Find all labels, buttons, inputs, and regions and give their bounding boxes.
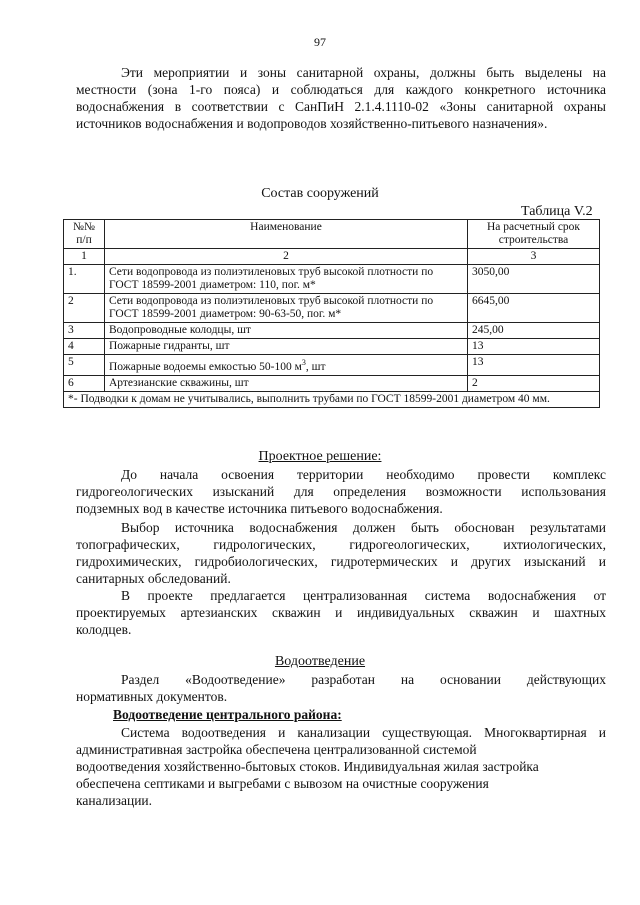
intro-line-2: местности (зона 1-го пояса) и соблюдаться для каждого конкретного источника bbox=[76, 82, 606, 97]
row-name: Водопроводные колодцы, шт bbox=[105, 323, 468, 339]
design-p3-line-1: В проекте предлагается централизованная система водоснабжения от bbox=[121, 588, 606, 603]
row-name-text: Пожарные водоемы емкостью 50-100 м bbox=[109, 360, 302, 373]
row-name bbox=[105, 355, 468, 376]
sewer-heading: Водоотведение bbox=[274, 654, 366, 669]
header-name: Наименование bbox=[105, 220, 468, 249]
sewer-p1-line-2: нормативных документов. bbox=[76, 689, 228, 704]
col-number: 2 bbox=[105, 249, 468, 265]
col-number: 1 bbox=[64, 249, 105, 265]
intro-line-4: источников водоснабжения и водопроводов хозяйственно-питьевого назначения». bbox=[76, 116, 548, 131]
row-value: 3050,00 bbox=[468, 265, 600, 294]
intro-line-1: Эти мероприятии и зоны санитарной охраны, должны быть выделены на bbox=[121, 65, 606, 80]
intro-paragraph bbox=[76, 64, 606, 132]
column-number-row bbox=[64, 249, 600, 265]
row-num: 2 bbox=[64, 294, 105, 323]
table-row bbox=[64, 265, 600, 294]
header-num: №№ п/п bbox=[64, 220, 105, 249]
intro-line-3: водоснабжения в соответствии с СанПиН 2.1.4.1110-02 «Зоны санитарной охраны bbox=[76, 99, 606, 114]
page-number: 97 bbox=[314, 35, 326, 49]
row-value: 245,00 bbox=[468, 323, 600, 339]
row-value: 13 bbox=[468, 355, 600, 376]
design-heading: Проектное решение: bbox=[258, 449, 382, 464]
row-num: 3 bbox=[64, 323, 105, 339]
row-name: Сети водопровода из полиэтиленовых труб высокой плотности по ГОСТ 18599-2001 диаметром: 110, пог. м* bbox=[105, 265, 468, 294]
design-paragraph-3 bbox=[76, 587, 606, 638]
row-num: 6 bbox=[64, 375, 105, 391]
row-value: 13 bbox=[468, 339, 600, 355]
row-name-suffix: , шт bbox=[305, 360, 326, 373]
table-caption: Таблица V.2 bbox=[521, 204, 593, 219]
design-p2-line-3: гидрохимических, гидробиологических, гидротермических и других изысканий и bbox=[76, 554, 606, 569]
row-name: Пожарные гидранты, шт bbox=[105, 339, 468, 355]
sewer-subheading bbox=[113, 706, 342, 723]
row-value: 6645,00 bbox=[468, 294, 600, 323]
table-row bbox=[64, 375, 600, 391]
row-num: 5 bbox=[64, 355, 105, 376]
header-term: На расчетный срок строительства bbox=[468, 220, 600, 249]
table-footnote: *- Подводки к домам не учитывались, выполнить трубами по ГОСТ 18599-2001 диаметром 40 мм. bbox=[64, 391, 600, 407]
sewer-p2-line-3: водоотведения хозяйственно-бытовых стоков. Индивидуальная жилая застройка bbox=[76, 759, 539, 774]
table-row bbox=[64, 294, 600, 323]
design-p3-line-2: проектируемых артезианских скважин и индивидуальных скважин и шахтных bbox=[76, 605, 606, 620]
table-row bbox=[64, 323, 600, 339]
table-row bbox=[64, 355, 600, 376]
row-name: Артезианские скважины, шт bbox=[105, 375, 468, 391]
table-row bbox=[64, 339, 600, 355]
sewer-p2-line-4: обеспечена септиками и выгребами с вывозом на очистные сооружения bbox=[76, 776, 489, 791]
sewer-paragraph-2 bbox=[76, 724, 606, 809]
table-header-row bbox=[64, 220, 600, 249]
sewer-subheading-text: Водоотведение центрального района: bbox=[113, 707, 342, 722]
row-name-sup: 3 bbox=[301, 358, 306, 367]
row-name: Сети водопровода из полиэтиленовых труб высокой плотности по ГОСТ 18599-2001 диаметром: 90-63-50, пог. м* bbox=[105, 294, 468, 323]
sewer-p2-line-2: административная застройка обеспечена централизованной системой bbox=[76, 742, 477, 757]
structures-table bbox=[63, 219, 600, 408]
design-p1-line-2: гидрогеологических изысканий для определения возможности использования bbox=[76, 484, 606, 499]
row-num: 1. bbox=[64, 265, 105, 294]
design-paragraph-2 bbox=[76, 519, 606, 587]
sewer-p1-line-1: Раздел «Водоотведение» разработан на основании действующих bbox=[121, 672, 606, 687]
footnote-row bbox=[64, 391, 600, 407]
sewer-p2-line-5: канализации. bbox=[76, 793, 153, 808]
design-p2-line-2: топографических, гидрологических, гидрогеологических, ихтиологических, bbox=[76, 537, 606, 552]
row-num: 4 bbox=[64, 339, 105, 355]
row-value: 2 bbox=[468, 375, 600, 391]
design-paragraph-1 bbox=[76, 466, 606, 517]
design-p3-line-3: колодцев. bbox=[76, 622, 132, 637]
design-p2-line-4: санитарных обследований. bbox=[76, 571, 231, 586]
design-p1-line-3: подземных вод в качестве источника питьевого водоснабжения. bbox=[76, 501, 443, 516]
sewer-p2-line-1: Система водоотведения и канализации существующая. Многоквартирная и bbox=[121, 725, 606, 740]
table-title: Состав сооружений bbox=[261, 186, 379, 201]
design-p1-line-1: До начала освоения территории необходимо провести комплекс bbox=[121, 467, 606, 482]
design-p2-line-1: Выбор источника водоснабжения должен быть обоснован результатами bbox=[121, 520, 606, 535]
sewer-paragraph-1 bbox=[76, 671, 606, 705]
col-number: 3 bbox=[468, 249, 600, 265]
